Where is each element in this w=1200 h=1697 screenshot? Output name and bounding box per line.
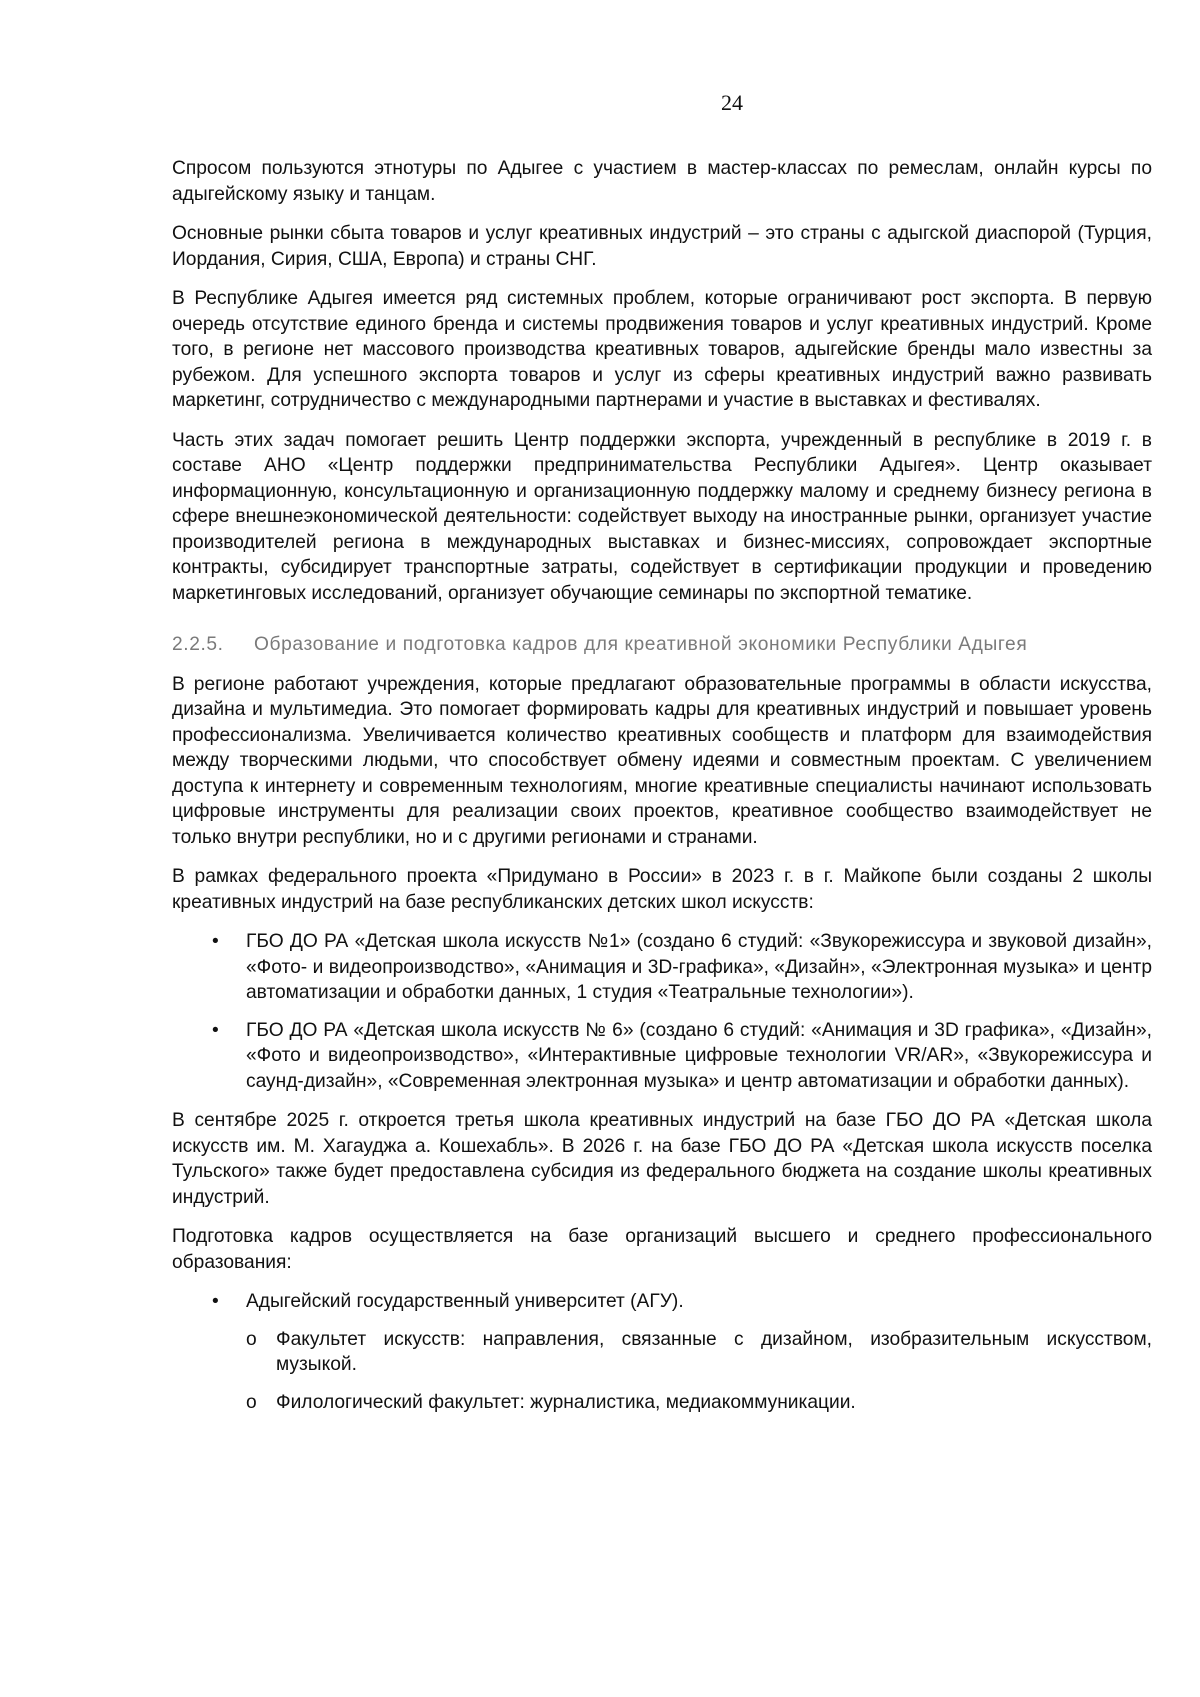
section-title: Образование и подготовка кадров для креативной экономики Республики Адыгея [254,634,1028,655]
bullet-icon: • [212,1291,219,1312]
paragraph-markets: Основные рынки сбыта товаров и услуг креативных индустрий – это страны с адыгской диаспорой (Турция, Иордания, Сирия, США, Европа) и страны СНГ. [172,223,1152,270]
sub-list-item [246,1390,1152,1416]
section-number: 2.2.5. [172,634,224,655]
bullet-icon: • [212,1019,219,1041]
paragraph-training-base: Подготовка кадров осуществляется на базе организаций высшего и среднего профессионального образования: [172,1226,1152,1273]
page-number: 24 [721,90,743,115]
paragraph-export-problems: В Республике Адыгея имеется ряд системных проблем, которые ограничивают рост экспорта. В первую очередь отсутствие единого бренда и системы продвижения товаров и услуг креативных индустрий. Кроме того, в регионе нет массового производства креативных товаров, адыгейские бренды мало известны за рубежом. Для успешного экспорта товаров и услуг из сферы креативных индустрий важно развивать маркетинг, сотрудничество с международными партнерами и участие в выставках и фестивалях. [172,288,1152,411]
section-heading [172,632,1152,658]
list-item-text: ГБО ДО РА «Детская школа искусств № 6» (создано 6 студий: «Анимация и 3D графика», «Дизайн», «Фото и видеопроизводство», «Интерактивные цифровые технологии VR/AR», «Звукорежиссура и саунд-дизайн», «Современная электронная музыка» и центр автоматизации и обработки данных). [246,1019,1152,1092]
list-item-text: Адыгейский государственный университет (АГУ). [246,1291,684,1312]
sub-list-item-text: Филологический факультет: журналистика, медиакоммуникации. [276,1391,856,1413]
circle-bullet-icon: o [246,1391,257,1413]
schools-list [172,929,1152,1094]
paragraph-federal-project: В рамках федерального проекта «Придумано в России» в 2023 г. в г. Майкопе были созданы 2 школы креативных индустрий на базе республиканских детских школ искусств: [172,866,1152,913]
universities-list [172,1289,1152,1415]
list-item-text: ГБО ДО РА «Детская школа искусств №1» (создано 6 студий: «Звукорежиссура и звуковой дизайн», «Фото- и видеопроизводство», «Анимация и 3D-графика», «Дизайн», «Электронная музыка» и центр автоматизации и обработки данных, 1 студия «Театральные технологии»). [246,931,1152,1003]
list-item [172,929,1152,1006]
list-item [172,1018,1152,1095]
circle-bullet-icon: o [246,1328,257,1350]
sub-list-item [246,1327,1152,1378]
sub-list-item-text: Факультет искусств: направления, связанные с дизайном, изобразительным искусством, музыкой. [276,1328,1152,1375]
faculties-list [246,1327,1152,1416]
paragraph-ethnotours: Спросом пользуются этнотуры по Адыгее с участием в мастер-классах по ремеслам, онлайн курсы по адыгейскому языку и танцам. [172,158,1152,205]
paragraph-new-schools: В сентябре 2025 г. откроется третья школа креативных индустрий на базе ГБО ДО РА «Детская школа искусств им. М. Хагауджа а. Кошехабль». В 2026 г. на базе ГБО ДО РА «Детская школа искусств поселка Тульского» также будет предоставлена субсидия из федерального бюджета на создание школы креативных индустрий. [172,1110,1152,1208]
bullet-icon: • [212,931,219,952]
paragraph-education-institutions: В регионе работают учреждения, которые предлагают образовательные программы в области искусства, дизайна и мультимедиа. Это помогает формировать кадры для креативных индустрий и повышает уровень профессионализма. Увеличивается количество креативных сообществ и платформ для взаимодействия между творческими людьми, что способствует обмену идеями и совместным проектам. С увеличением доступа к интернету и современным технологиям, многие креативные специалисты начинают использовать цифровые инструменты для реализации своих проектов, креативное сообщество взаимодействует не только внутри республики, но и с другими регионами и странами. [172,673,1152,848]
paragraph-export-center: Часть этих задач помогает решить Центр поддержки экспорта, учрежденный в республике в 2019 г. в составе АНО «Центр поддержки предпринимательства Республики Адыгея». Центр оказывает информационную, консультационную и организационную поддержку малому и среднему бизнесу региона в сфере внешнеэкономической деятельности: содействует выходу на иностранные рынки, организует участие производителей региона в международных выставках и бизнес-миссиях, сопровождает экспортные контракты, субсидирует транспортные затраты, содействует в сертификации продукции и проведению маркетинговых исследований, организует обучающие семинары по экспортной тематике. [172,429,1152,604]
list-item [172,1289,1152,1415]
